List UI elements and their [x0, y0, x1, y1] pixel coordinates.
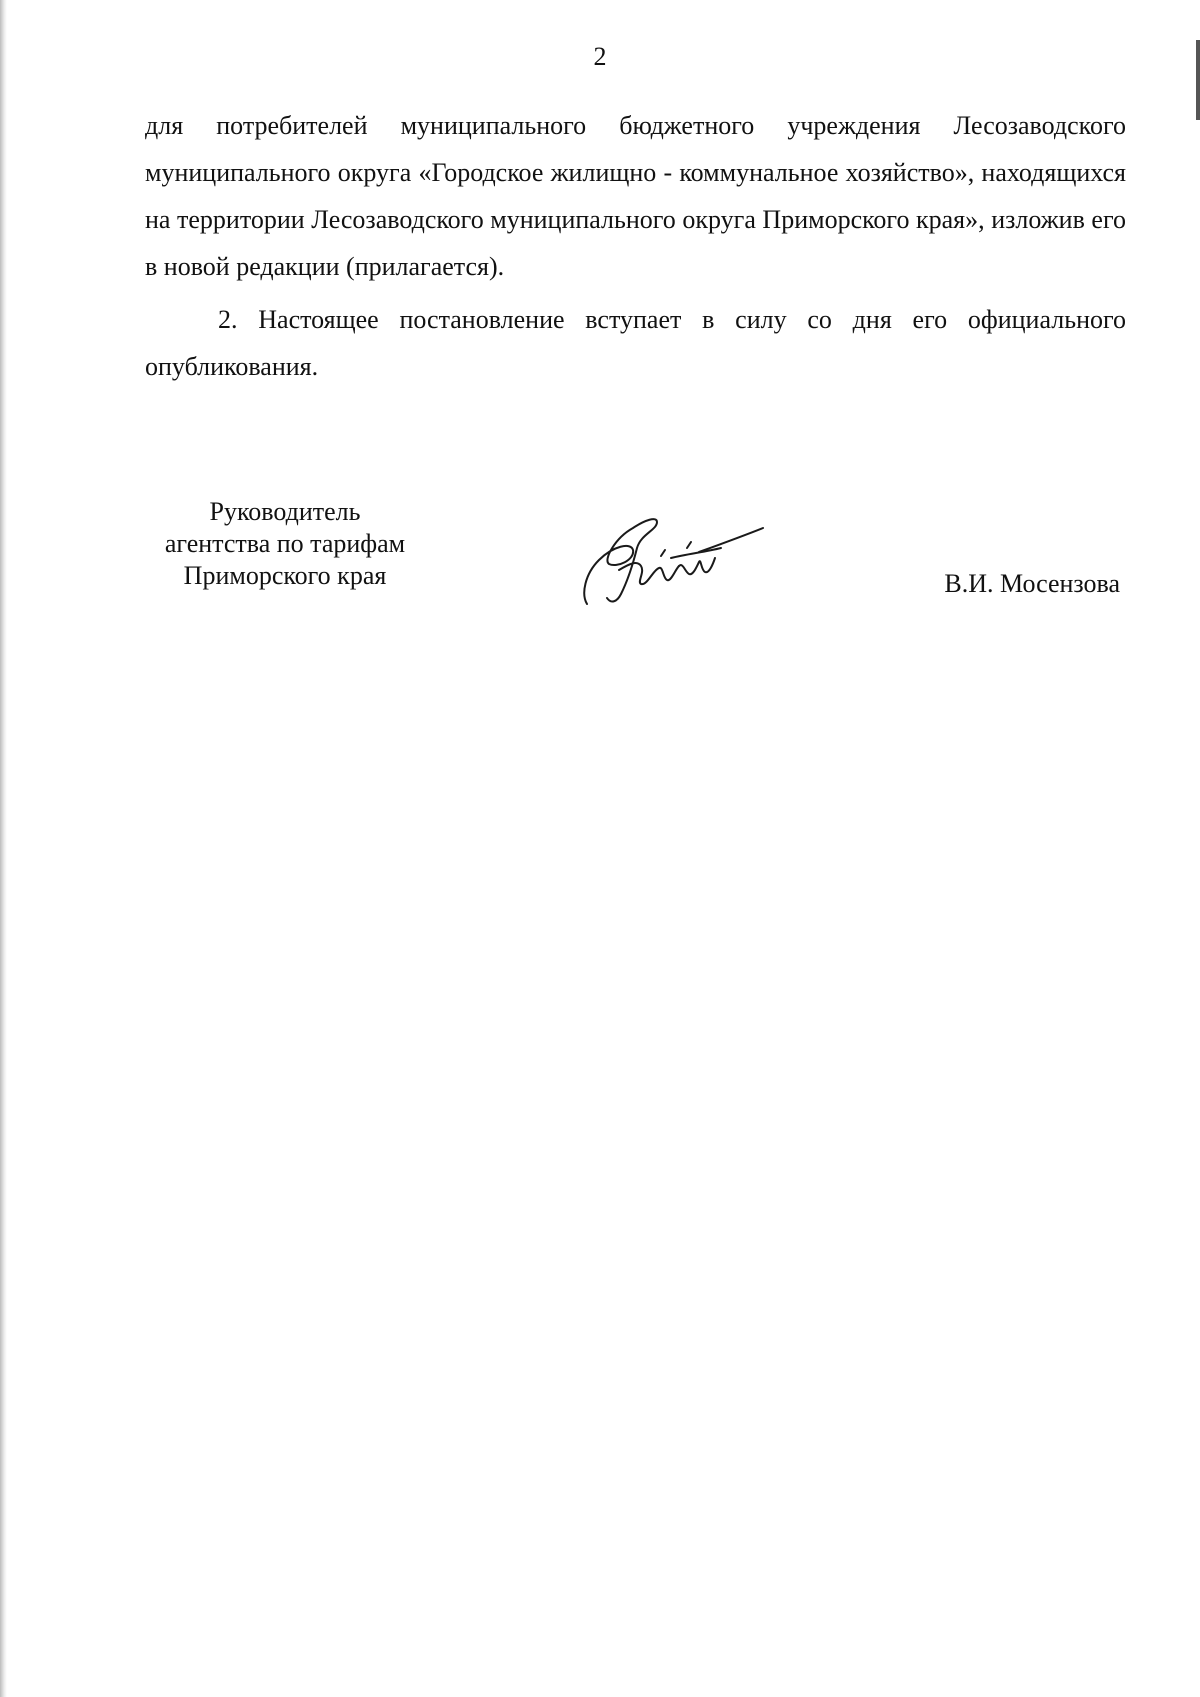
handwritten-signature-icon [575, 508, 765, 618]
signer-name: В.И. Мосензова [944, 569, 1120, 598]
document-body [145, 102, 1126, 390]
scan-edge-left [0, 0, 7, 1697]
signer-position [135, 496, 435, 592]
signer-position-line-1: Руководитель [209, 497, 361, 526]
signature-block [0, 496, 1200, 636]
paragraph-2: 2. Настоящее постановление вступает в силу со дня его официального опубликования. [145, 305, 1126, 381]
page-number: 2 [593, 42, 607, 71]
paragraph-1-continuation: для потребителей муниципального бюджетного учреждения Лесозаводского муниципального округа «Городское жилищно - коммунальное хозяйство», находящихся на территории Лесозаводского муниципального округа Приморского края», изложив его в новой редакции (прилагается). [145, 111, 1126, 281]
signer-position-line-2: агентства по тарифам [164, 529, 406, 558]
signer-position-line-3: Приморского края [183, 561, 387, 590]
